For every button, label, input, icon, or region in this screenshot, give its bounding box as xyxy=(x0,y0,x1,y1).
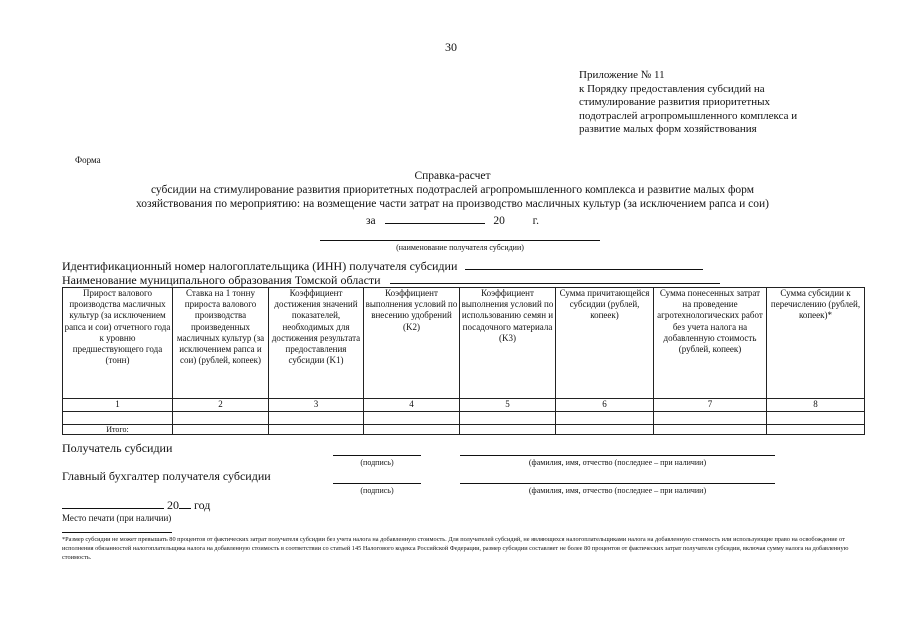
table-header-cell: Коэффициент достижения значений показателей, необходимых для достижения результата предоставления субсидии (K1) xyxy=(269,288,364,399)
column-number: 6 xyxy=(556,399,654,412)
table-cell[interactable] xyxy=(654,412,767,425)
footnote: *Размер субсидии не может превышать 80 процентов от фактических затрат получателя субсидии без учета налога на добавленную стоимость. Для получателей субсидий, не являющихся налогоплательщиками налога на добавленную стоимость или использующие право на освобождение от исполнения обязанностей налогоплательщика налога на добавленную стоимость в соответствии со статьей 145 Налогового кодекса Российской Федерации, размер субсидии составляет не более 80 процентов от фактических затрат получателя субсидии, включая сумму налога на добавленную стоимость. xyxy=(62,536,849,561)
inn-label: Идентификационный номер налогоплательщика (ИНН) получателя субсидии xyxy=(62,259,458,273)
column-number: 5 xyxy=(460,399,556,412)
date-line xyxy=(62,497,210,513)
period-suffix: г. xyxy=(532,215,539,227)
appendix-block xyxy=(579,69,879,137)
stamp-label: Место печати (при наличии) xyxy=(62,513,172,523)
table-cell[interactable] xyxy=(364,425,460,435)
appendix-line: Приложение № 11 xyxy=(579,69,665,81)
date-year: 20 xyxy=(167,498,179,512)
year-blank[interactable] xyxy=(179,497,191,509)
appendix-line: развитие малых форм хозяйствования xyxy=(579,123,757,135)
column-number: 4 xyxy=(364,399,460,412)
municipality-blank[interactable] xyxy=(390,272,720,284)
table-cell[interactable] xyxy=(556,425,654,435)
form-label: Форма xyxy=(75,155,101,165)
table-header-cell: Прирост валового производства масличных культур (за исключением рапса и сои) отчетного года к уровню предшествующего года (тонн) xyxy=(63,288,173,399)
table-cell[interactable] xyxy=(269,425,364,435)
table-header-row xyxy=(63,288,865,399)
accountant-signature-label: Главный бухгалтер получателя субсидии xyxy=(62,469,271,483)
recipient-name-line[interactable] xyxy=(460,455,775,456)
table-cell[interactable] xyxy=(767,425,865,435)
municipality-label: Наименование муниципального образования Томской области xyxy=(62,273,381,287)
table-header-cell: Сумма понесенных затрат на проведение агротехнологических работ без учета налога на добавленную стоимость (рублей, копеек) xyxy=(654,288,767,399)
recipient-signature-line[interactable] xyxy=(333,455,421,456)
table-header-cell: Ставка на 1 тонну прироста валового производства произведенных масличных культур (за исключением рапса и сои) (рублей, копеек) xyxy=(173,288,269,399)
column-number: 1 xyxy=(63,399,173,412)
appendix-line: к Порядку предоставления субсидий на xyxy=(579,82,765,95)
period-year: 20 xyxy=(493,215,505,227)
table-cell[interactable] xyxy=(269,412,364,425)
table-cell[interactable] xyxy=(173,425,269,435)
title-line-3: хозяйствования по мероприятию: на возмещение части затрат на производство масличных культур (за исключением рапса и сои) xyxy=(135,198,769,210)
table-header-cell: Коэффициент выполнения условий по внесению удобрений (K2) xyxy=(364,288,460,399)
table-total-row xyxy=(63,425,865,435)
table-cell[interactable] xyxy=(767,412,865,425)
sign-hint: (подпись) xyxy=(360,458,394,467)
table-data-row xyxy=(63,412,865,425)
appendix-line: подотраслей агропромышленного комплекса и xyxy=(579,109,798,122)
column-number: 2 xyxy=(173,399,269,412)
title-line-2: субсидии на стимулирование развития приоритетных подотраслей агропромышленного комплекса и развитие малых форм xyxy=(150,184,755,196)
column-number: 7 xyxy=(654,399,767,412)
date-blank[interactable] xyxy=(62,497,164,509)
table-cell[interactable] xyxy=(460,425,556,435)
name-hint: (фамилия, имя, отчество (последнее – при наличии) xyxy=(528,458,707,467)
table-cell[interactable] xyxy=(364,412,460,425)
table-header-cell: Сумма субсидии к перечислению (рублей, копеек)* xyxy=(767,288,865,399)
table-cell[interactable] xyxy=(654,425,767,435)
calculation-table xyxy=(62,287,865,435)
recipient-hint: (наименование получателя субсидии) xyxy=(396,243,524,252)
table-header-cell: Сумма причитающейся субсидии (рублей, копеек) xyxy=(556,288,654,399)
date-suffix: год xyxy=(194,498,211,512)
recipient-signature-label: Получатель субсидии xyxy=(62,441,173,455)
sign-hint: (подпись) xyxy=(360,486,394,495)
total-label: Итого: xyxy=(63,425,173,435)
accountant-signature-line[interactable] xyxy=(333,483,421,484)
table-number-row xyxy=(63,399,865,412)
municipality-row xyxy=(62,272,720,288)
table-cell[interactable] xyxy=(63,412,173,425)
period-line xyxy=(0,212,905,227)
appendix-line: стимулирование развития приоритетных xyxy=(579,96,771,108)
document-title: Справка-расчет xyxy=(414,170,491,182)
page-number: 30 xyxy=(445,40,457,54)
period-prefix: за xyxy=(366,215,376,227)
table-cell[interactable] xyxy=(556,412,654,425)
column-number: 8 xyxy=(767,399,865,412)
period-blank[interactable] xyxy=(385,212,485,224)
column-number: 3 xyxy=(269,399,364,412)
table-cell[interactable] xyxy=(173,412,269,425)
accountant-name-line[interactable] xyxy=(460,483,775,484)
inn-blank[interactable] xyxy=(465,258,703,270)
table-header-cell: Коэффициент выполнения условий по использованию семян и посадочного материала (K3) xyxy=(460,288,556,399)
table-cell[interactable] xyxy=(460,412,556,425)
name-hint: (фамилия, имя, отчество (последнее – при наличии) xyxy=(528,486,707,495)
footnote-divider xyxy=(62,532,172,533)
recipient-name-line[interactable] xyxy=(320,240,600,241)
